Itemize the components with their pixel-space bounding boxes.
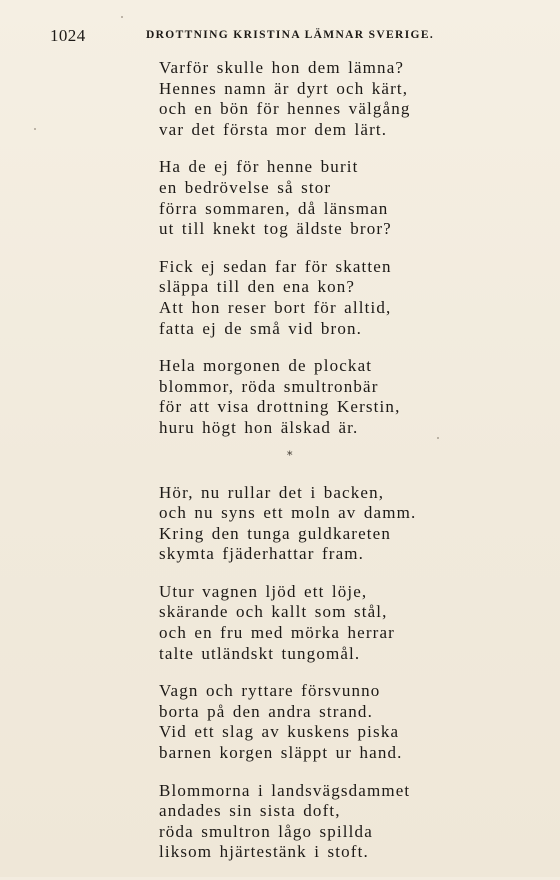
stanza xyxy=(159,582,489,664)
poem-line: liksom hjärtestänk i stoft. xyxy=(159,842,369,862)
paper-speck xyxy=(34,128,36,130)
poem-line: Att hon reser bort för alltid, xyxy=(159,297,392,317)
poem-line: Varför skulle hon dem lämna? xyxy=(159,58,405,77)
poem-line: Blommorna i landsvägsdammet xyxy=(159,780,411,800)
poem-line: huru högt hon älskad är. xyxy=(159,417,359,437)
poem-line: ut till knekt tog äldste bror? xyxy=(159,219,392,239)
poem-line: Ha de ej för henne burit xyxy=(159,157,359,177)
poem-line: Utur vagnen ljöd ett löje, xyxy=(159,581,368,601)
poem-line: förra sommaren, då länsman xyxy=(159,198,389,218)
poem-body xyxy=(159,58,489,880)
poem-line: Hör, nu rullar det i backen, xyxy=(159,482,385,502)
stanza xyxy=(159,356,489,438)
paper-speck xyxy=(437,437,439,439)
poem-line: borta på den andra strand. xyxy=(159,701,373,721)
poem-line: blommor, röda smultronbär xyxy=(159,376,379,396)
poem-line: andades sin sista doft, xyxy=(159,801,341,821)
stanza xyxy=(159,157,489,239)
page-number: 1024 xyxy=(50,26,86,45)
poem-line: Hela morgonen de plockat xyxy=(159,356,373,376)
poem-line: talte utländskt tungomål. xyxy=(159,643,361,663)
running-head: DROTTNING KRISTINA LÄMNAR SVERIGE. xyxy=(146,29,435,41)
poem-line: Hennes namn är dyrt och kärt, xyxy=(159,78,409,98)
stanza xyxy=(159,257,489,339)
poem-line: Vagn och ryttare försvunno xyxy=(159,681,381,701)
poem-line: skärande och kallt som stål, xyxy=(159,602,388,622)
paper-speck xyxy=(121,16,123,18)
stanza xyxy=(159,781,489,863)
stanza xyxy=(159,58,489,140)
poem-line: en bedrövelse så stor xyxy=(159,177,332,197)
poem-line: röda smultron lågo spillda xyxy=(159,821,373,841)
poem-line: var det första mor dem lärt. xyxy=(159,119,388,139)
stanza xyxy=(159,681,489,763)
poem-line: Fick ej sedan far för skatten xyxy=(159,256,392,276)
poem-line: Vid ett slag av kuskens piska xyxy=(159,722,400,742)
page-header xyxy=(0,26,560,46)
poem-line: för att visa drottning Kerstin, xyxy=(159,397,401,417)
poem-line: fatta ej de små vid bron. xyxy=(159,318,363,338)
poem-line: och en bön för hennes välgång xyxy=(159,99,411,119)
poem-line: och nu syns ett moln av damm. xyxy=(159,503,417,523)
poem-line: skymta fjäderhattar fram. xyxy=(159,544,365,564)
stanza xyxy=(159,483,489,565)
poem-line: Kring den tunga guldkareten xyxy=(159,523,392,543)
poem-line: släppa till den ena kon? xyxy=(159,277,356,297)
poem-line: barnen korgen släppt ur hand. xyxy=(159,743,403,763)
section-separator-asterisk: * xyxy=(287,448,293,462)
poem-line: och en fru med mörka herrar xyxy=(159,623,395,643)
